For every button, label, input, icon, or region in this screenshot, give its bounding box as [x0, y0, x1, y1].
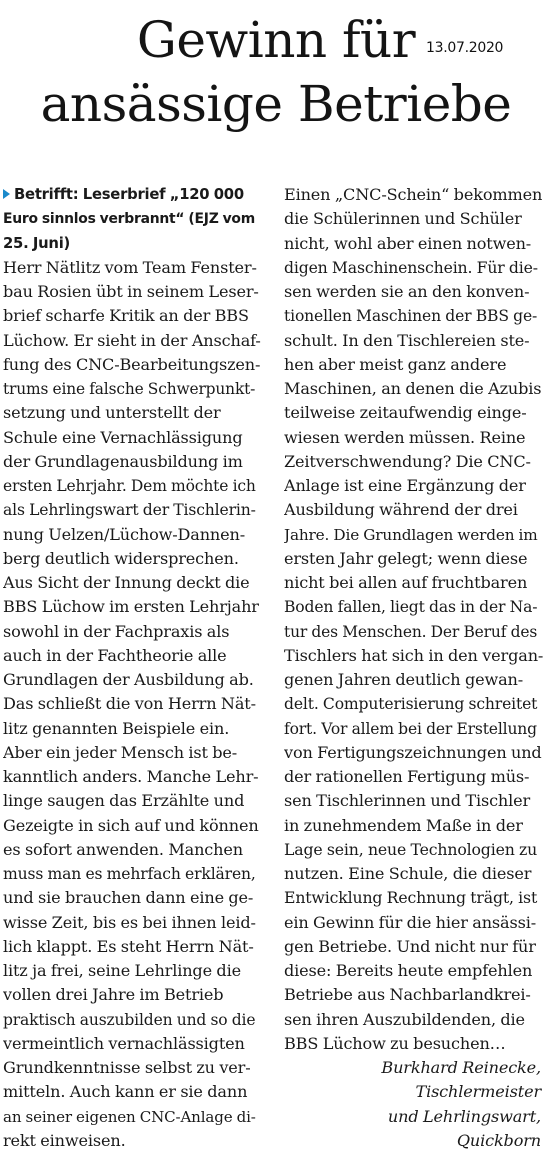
text-line: diese: Bereits heute empfehlen: [284, 961, 533, 980]
signature-line: Burkhard Reinecke,: [381, 1058, 541, 1077]
intro-line-2: Euro sinnlos verbrannt“ (EJZ vom: [3, 211, 255, 228]
text-line: linge saugen das Erzählte und: [3, 791, 245, 811]
intro-line-1: [3, 183, 261, 207]
text-line: ersten Jahr gelegt; wenn diese: [284, 548, 528, 568]
text-line: litz genannten Beispiele ein.: [3, 718, 230, 738]
text-line: der Grundlagenausbildung im: [3, 451, 243, 471]
text-line: Lage sein, neue Technologien zu: [284, 839, 538, 859]
headline-line-1: Gewinn für: [136, 11, 416, 69]
text-line: Schule eine Vernachlässigung: [3, 427, 243, 447]
text-line: und sie brauchen dann eine ge-: [3, 888, 254, 908]
text-line: delt. Computerisierung schreitet: [284, 695, 538, 714]
text-line: Grundkenntnisse selbst zu ver-: [3, 1058, 251, 1077]
text-line: vermeintlich vernachlässigten: [3, 1033, 245, 1053]
text-line: muss man es mehrfach erklären,: [3, 865, 256, 883]
text-line: an seiner eigenen CNC-Anlage di-: [3, 1107, 256, 1126]
headline: [0, 8, 552, 136]
text-line: fort. Vor allem bei der Erstellung: [284, 719, 537, 738]
text-line: BBS Lüchow im ersten Lehrjahr: [3, 597, 259, 617]
text-line: trums eine falsche Schwerpunkt-: [3, 380, 256, 398]
text-line: Grundlagen der Ausbildung ab.: [3, 670, 254, 689]
text-line: vollen drei Jahre im Betrieb: [3, 985, 224, 1005]
intro-line-3: 25. Juni): [3, 234, 71, 252]
text-line: nicht, wohl aber einen notwen-: [284, 233, 532, 253]
text-line: nutzen. Eine Schule, die dieser: [284, 864, 532, 883]
text-line: der rationellen Fertigung müs-: [284, 767, 530, 786]
text-line: genen Jahren deutlich gewan-: [284, 670, 524, 689]
text-line: Zeitverschwendung? Die CNC-: [284, 451, 531, 471]
text-line: Jahre. Die Grundlagen werden im: [284, 525, 538, 544]
text-line: sen ihren Auszubildenden, die: [284, 1009, 525, 1029]
text-line: brief scharfe Kritik an der BBS: [3, 306, 249, 326]
text-line: Tischlers hat sich in den vergan-: [284, 645, 543, 665]
text-line: bau Rosien übt in seinem Leser-: [3, 282, 259, 301]
text-line: wiesen werden müssen. Reine: [284, 427, 526, 447]
text-line: rekt einweisen.: [3, 1130, 126, 1150]
text-line: praktisch auszubilden und so die: [3, 1010, 256, 1029]
text-line: setzung und unterstellt der: [3, 403, 221, 423]
text-line: sen werden sie an den konven-: [284, 282, 530, 301]
text-line: ersten Lehrjahr. Dem möchte ich: [3, 477, 256, 495]
text-line: wisse Zeit, bis es bei ihnen leid-: [3, 912, 256, 932]
text-line: tionellen Maschinen der BBS ge-: [284, 307, 538, 326]
triangle-marker-icon: [3, 189, 10, 199]
text-line: nicht bei allen auf fruchtbaren: [284, 573, 528, 592]
text-line: Aber ein jeder Mensch ist be-: [3, 742, 238, 762]
text-line: sowohl in der Fachpraxis als: [3, 621, 230, 641]
publication-date: 13.07.2020: [426, 40, 504, 56]
text-line: schult. In den Tischlereien ste-: [284, 330, 530, 350]
signature-line: und Lehrlingswart,: [387, 1106, 541, 1126]
signature-line: Tischlermeister: [415, 1082, 541, 1102]
text-line: sen Tischlerinnen und Tischler: [284, 791, 531, 811]
text-line: auch in der Fachtheorie alle: [3, 645, 227, 665]
text-line: lich klappt. Es steht Herrn Nät-: [3, 936, 254, 956]
text-line: kanntlich anders. Manche Lehr-: [3, 767, 259, 786]
text-line: Einen „CNC-Schein“ bekommen: [284, 185, 543, 204]
intro-text: Betrifft: Leserbrief „120 000: [14, 186, 244, 203]
text-line: berg deutlich widersprechen.: [3, 548, 239, 568]
text-line: mitteln. Auch kann er sie dann: [3, 1082, 248, 1102]
signature-line: Quickborn: [456, 1130, 541, 1150]
text-line: als Lehrlingswart der Tischlerin-: [3, 501, 256, 520]
text-line: es sofort anwenden. Manchen: [3, 839, 243, 859]
text-line: Boden fallen, liegt das in der Na-: [284, 598, 538, 617]
text-line: Gezeigte in sich auf und können: [3, 815, 259, 835]
text-line: von Fertigungszeichnungen und: [284, 742, 542, 762]
text-line: Aus Sicht der Innung deckt die: [3, 573, 250, 592]
text-line: nung Uelzen/Lüchow-Dannen-: [3, 524, 246, 544]
text-line: ein Gewinn für die hier ansässi-: [284, 912, 536, 932]
headline-line-2: ansässige Betriebe: [40, 75, 512, 133]
text-line: in zunehmendem Maße in der: [284, 815, 523, 835]
text-line: Maschinen, an denen die Azubis: [284, 379, 542, 398]
text-line: gen Betriebe. Und nicht nur für: [284, 936, 536, 956]
text-line: teilweise zeitaufwendig einge-: [284, 403, 527, 423]
text-line: Anlage ist eine Ergänzung der: [284, 476, 526, 495]
right-body-text: [284, 183, 543, 1056]
right-column: [284, 183, 543, 1153]
left-column: [3, 183, 261, 1153]
text-line: Betriebe aus Nachbarlandkrei-: [284, 985, 531, 1005]
text-line: Entwicklung Rechnung trägt, ist: [284, 888, 538, 908]
text-line: Ausbildung während der drei: [284, 500, 518, 520]
text-line: Herr Nätlitz vom Team Fenster-: [3, 257, 257, 277]
text-line: litz ja frei, seine Lehrlinge die: [3, 961, 241, 980]
text-line: die Schülerinnen und Schüler: [284, 209, 522, 229]
text-line: hen aber meist ganz andere: [284, 354, 507, 374]
text-line: BBS Lüchow zu besuchen…: [284, 1033, 506, 1053]
text-line: tur des Menschen. Der Beruf des: [284, 622, 538, 641]
text-line: fung des CNC-Bearbeitungszen-: [3, 354, 261, 374]
text-line: Das schließt die von Herrn Nät-: [3, 694, 256, 714]
text-line: Lüchow. Er sieht in der Anschaf-: [3, 330, 261, 350]
text-line: digen Maschinenschein. Für die-: [284, 257, 538, 277]
left-body-text: [3, 256, 261, 1153]
